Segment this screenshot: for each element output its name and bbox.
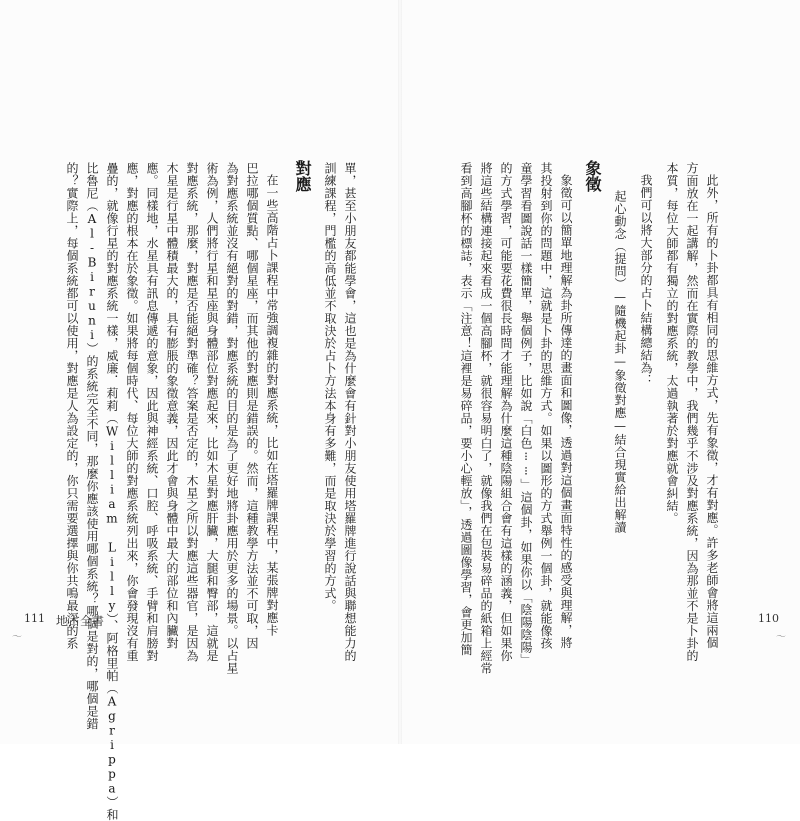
body-text-column: 此外，所有的卜卦都具有相同的思維方式，先有象徵，才有對應。許多老師會將這兩個 — [705, 174, 719, 649]
section-heading-correspondence: 對應 — [293, 160, 312, 192]
body-text-column: 將這些結構連接起來看成一個高腳杯，就很容易明白了，就像我們在包裝易碎品的紙箱上經常 — [479, 162, 493, 675]
body-text-column: 單，甚至小朋友都能學會，這也是為什麼會有針對小朋友使用塔羅牌進行說話與聯想能力的 — [343, 162, 357, 662]
body-text-column: 在一些高階占卜課程中常強調複雜的對應系統，比如在塔羅牌課程中，某張牌對應卡 — [265, 174, 279, 637]
body-text-column: 的方式學習，可能要花費很長時間才能理解為什麼這種陰陽組合會有這樣的涵義，但如果你 — [499, 162, 513, 662]
body-text-column: 其投射到你的問題中，這就是卜卦的思維方式。如果以圖形的方式舉例一個卦，就能像孩 — [539, 162, 553, 650]
body-text-column: 術為例，人們將行星和星座與身體部位對應起來，比如木星對應肝臟，大腿和臀部，這就是 — [205, 162, 219, 662]
body-text-column: 本質，每位大師都有獨立的對應系統，太過執著於對應就會糾結。 — [665, 162, 679, 525]
body-text-column: 童學習看圖說話一樣簡單，舉個例子，比如說「白色⁝⁝」這個卦，如果你以「陰陽陰陽」 — [519, 162, 533, 666]
running-title-left: 地占全書 — [56, 614, 105, 628]
body-text-column: 為對應系統並沒有絕對的對錯，對應系統的目的是為了更好地將卦應用於更多的場景。以占星 — [225, 162, 239, 675]
page-number-right: 110 — [758, 612, 779, 625]
section-heading-symbol: 象徵 — [583, 160, 602, 192]
body-text-column: 我們可以將大部分的占卜結構總結為： — [639, 174, 653, 387]
body-text-column: 的？實際上，每個系統都可以使用，對應是人為設定的，你只需要選擇與你共鳴最深的系 — [65, 162, 79, 650]
ornament-icon: 〜 — [776, 632, 786, 643]
left-page — [0, 0, 400, 744]
body-text-column: 應。同樣地，水星具有訊息傳遞的意象，因此與神經系統、口腔、呼吸系統、手臂和肩膀對 — [145, 162, 159, 662]
ornament-icon: 〜 — [12, 632, 22, 643]
body-text-column: 看到高腳杯的標誌，表示「注意！這裡是易碎品，要小心輕放」，透過圖像學習，會更加簡 — [459, 162, 473, 656]
body-text-column: 方面放在一起講解，然而在實際的教學中，我們幾乎不涉及對應系統，因為那並不是卜卦的 — [685, 162, 699, 662]
body-text-column: 應，對應的根本在於象徵。如果將每個時代、每位大師的對應系統列出來，你會發現沒有重 — [125, 162, 139, 662]
body-text-column: 疊的，就像行星的對應系統一樣，威廉．莉莉（William Lilly）、阿格里帕（Agrippa）和 — [105, 162, 119, 821]
page-number-left: 111 — [24, 612, 45, 625]
body-text-column: 象徵可以簡單地理解為卦所傳達的畫面和圖像，透過對這個畫面特性的感受與理解，將 — [559, 174, 573, 649]
body-text-column: 巴拉哪個質點、哪個星座，而其他的對應則是錯誤的。然而，這種教學方法並不可取，因 — [245, 162, 259, 650]
body-text-column: 木星是行星中體積最大的，具有膨脹的象徵意義，因此才會與身體中最大的部位和內臟對 — [165, 162, 179, 650]
body-text-column: 起心動念（提問）—隨機起卦—象徵對應—結合現實給出解讀 — [613, 190, 627, 534]
body-text-column: 對應系統，那麼，對應是否能絕對準確？答案是否定的，木星之所以對應這些器官，是因為 — [185, 162, 199, 662]
body-text-column: 比魯尼（Al-Biruni）的系統完全不同，那麼你應該使用哪個系統？哪個是對的，哪個是錯 — [85, 162, 99, 730]
body-text-column: 訓練課程，門檻的高低並不取決於占卜方法本身有多難，而是取決於學習的方式。 — [323, 162, 337, 612]
book-gutter — [398, 0, 402, 744]
